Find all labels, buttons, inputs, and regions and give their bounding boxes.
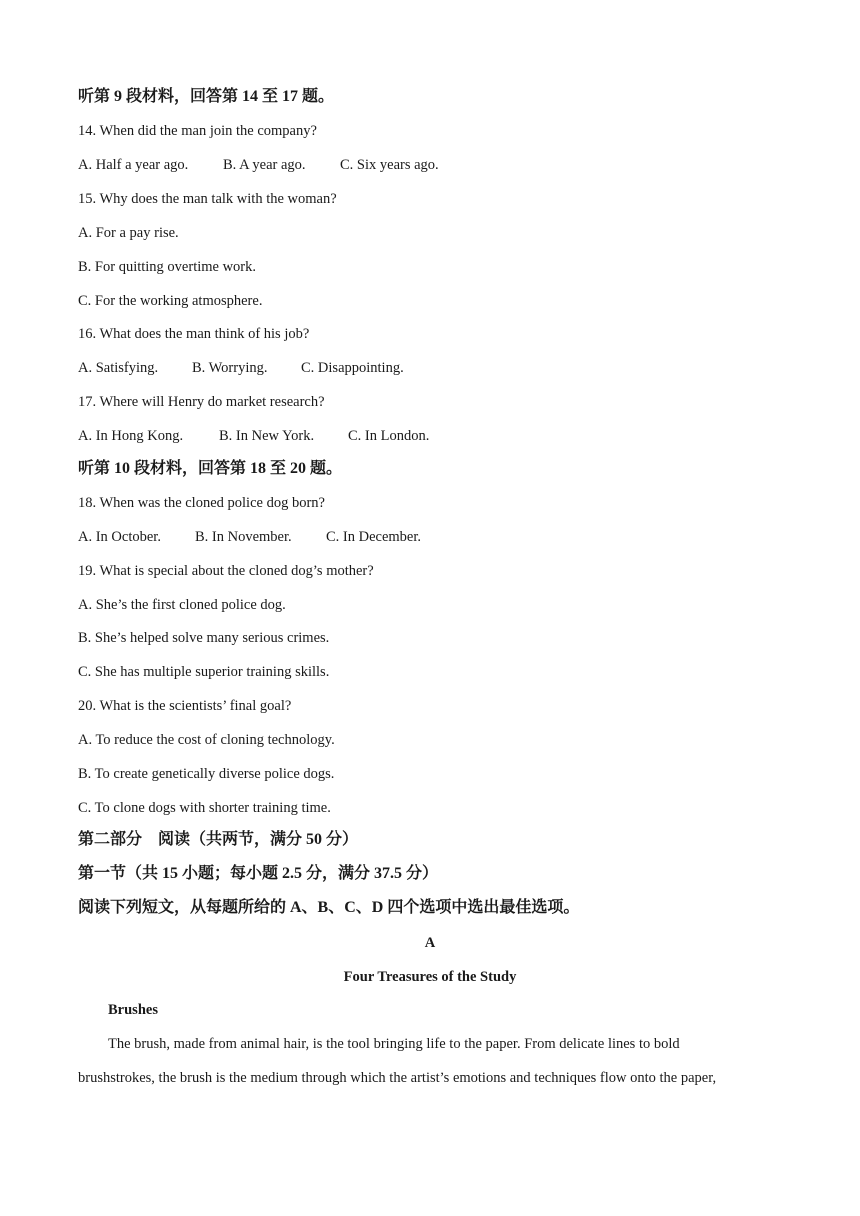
question-17-options [78,426,429,446]
option-c: C. In London. [348,428,430,444]
question-16-options [78,358,404,378]
section-9-heading: 听第 9 段材料，回答第 14 至 17 题。 [78,88,335,105]
passage-title: Four Treasures of the Study [343,969,517,985]
reading-instruction: 阅读下列短文，从每题所给的 A、B、C、D 四个选项中选出最佳选项。 [78,899,580,916]
option-a: A. In October. [78,529,161,545]
option-b: B. In November. [195,529,292,545]
passage-line: brushstrokes, the brush is the medium through which the artist’s emotions and techniques flow onto the paper, [78,1070,717,1086]
passage-subtitle: Brushes [108,1002,158,1018]
option-b: B. Worrying. [192,360,268,376]
question-18: 18. When was the cloned police dog born? [78,495,325,511]
part-2-heading: 第二部分 阅读（共两节，满分 50 分） [78,831,359,848]
section-10-heading: 听第 10 段材料，回答第 18 至 20 题。 [78,460,343,477]
question-15-option-a: A. For a pay rise. [78,225,179,241]
question-19-option-b: B. She’s helped solve many serious crimes. [78,630,330,646]
question-20-option-b: B. To create genetically diverse police dogs. [78,766,335,782]
part-2-subheading: 第一节（共 15 小题；每小题 2.5 分，满分 37.5 分） [78,865,439,882]
passage-line: The brush, made from animal hair, is the tool bringing life to the paper. From delicate lines to bold [108,1036,680,1052]
question-14-options [78,155,439,175]
question-20-option-a: A. To reduce the cost of cloning technology. [78,732,335,748]
option-a: A. Satisfying. [78,360,159,376]
question-15: 15. Why does the man talk with the woman? [78,191,337,207]
question-19-option-c: C. She has multiple superior training skills. [78,664,330,680]
passage-letter: A [424,935,436,951]
question-16: 16. What does the man think of his job? [78,326,310,342]
option-c: C. Six years ago. [340,157,439,173]
option-c: C. Disappointing. [301,360,404,376]
option-b: B. A year ago. [223,157,306,173]
question-19: 19. What is special about the cloned dog’s mother? [78,563,374,579]
option-a: A. In Hong Kong. [78,428,184,444]
question-17: 17. Where will Henry do market research? [78,394,325,410]
option-b: B. In New York. [219,428,315,444]
question-18-options [78,527,421,547]
option-a: A. Half a year ago. [78,157,189,173]
question-20: 20. What is the scientists’ final goal? [78,698,292,714]
option-c: C. In December. [326,529,422,545]
question-14: 14. When did the man join the company? [78,123,317,139]
question-15-option-b: B. For quitting overtime work. [78,259,257,275]
question-15-option-c: C. For the working atmosphere. [78,293,263,309]
question-19-option-a: A. She’s the first cloned police dog. [78,597,286,613]
question-20-option-c: C. To clone dogs with shorter training time. [78,800,331,816]
